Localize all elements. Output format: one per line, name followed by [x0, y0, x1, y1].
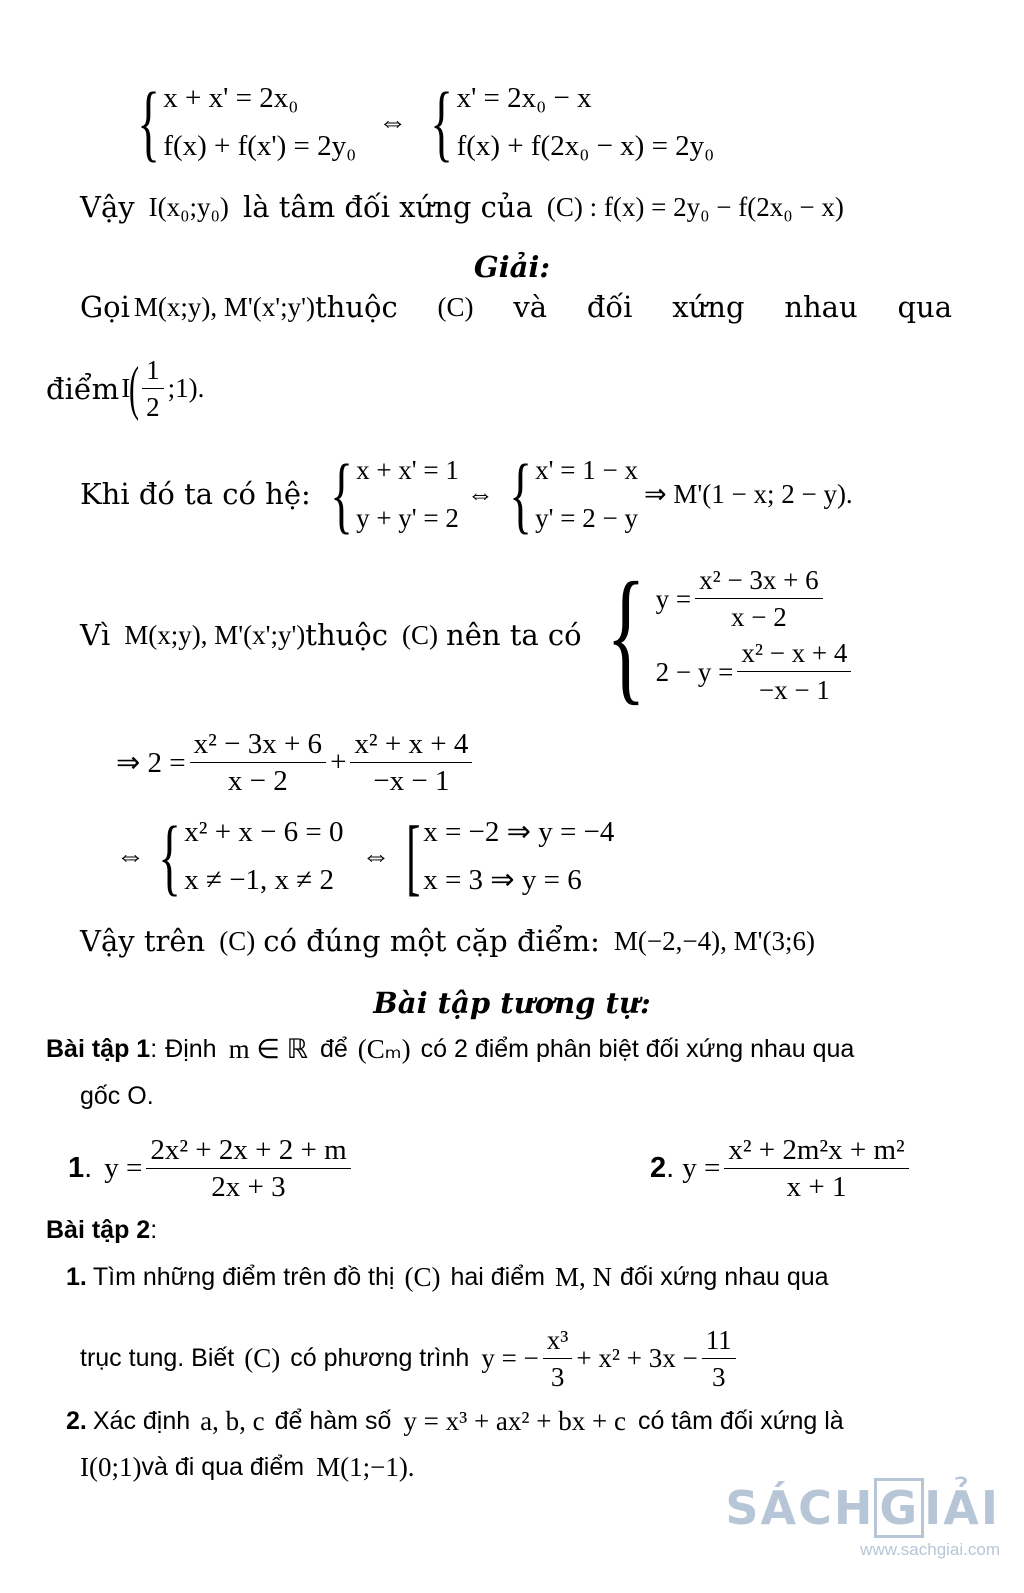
bt2-p1-l2-c: (C): [244, 1343, 281, 1373]
bt2-p2-eq: y = x³ + ax² + bx + c: [403, 1406, 626, 1436]
vi-r2-lhs: 2 − y =: [655, 656, 734, 687]
sum-lhs: ⇒ 2 =: [116, 747, 186, 779]
system-1: { x + x' = 2x₀ f(x) + f(x') = 2y₀ ⇔ { x' = 2x₀ − x f(x) + f(2x₀ − x) = 2y₀: [137, 74, 715, 170]
concl1-point: I(x₀;y₀): [148, 191, 229, 222]
vi-r1-num: x² − 3x + 6: [695, 562, 823, 599]
vi-c: (C): [402, 619, 439, 650]
concl1-mid: là tâm đối xứng của: [242, 190, 533, 224]
equiv-symbol: ⇔: [378, 105, 408, 138]
sys2-equiv: ⇔: [116, 839, 145, 872]
bt2-p1-text3: đối xứng nhau qua: [619, 1263, 829, 1291]
vi-w1: thuộc: [305, 618, 389, 652]
bt1-item2-den-expr: x + 1: [786, 1171, 847, 1203]
bt1-item2-num: 2: [650, 1152, 667, 1184]
bt2-p1-l2-text2: có phương trình: [290, 1344, 470, 1372]
logo-url: www.sachgiai.com: [860, 1540, 1000, 1559]
bt1-item1-num: 1: [68, 1152, 85, 1184]
exercise-1-label: Bài tập 1: [46, 1035, 151, 1063]
solution-heading: Giải:: [473, 250, 551, 284]
goi-w6: qua: [897, 290, 952, 324]
sys1-left-row1: x + x' = 2x₀: [163, 82, 299, 114]
vi-line: Vì M(x;y), M'(x';y') thuộc (C) nên ta có { y = $\frac{\text{x² − 3x + 6}}{x - 2}$ 2 − y = $\frac{\text{x² − x + 4}}{-x - 1}$: [80, 560, 855, 710]
concl1-prefix: Vậy: [80, 190, 135, 224]
bt2-part2-line1: [66, 1406, 844, 1437]
sys2-equiv2: ⇔: [361, 839, 391, 872]
vi-w2: nên ta có: [446, 618, 582, 652]
sys1-right-row1: x' = 2x₀ − x: [456, 82, 592, 114]
bt2-p2-num: 2.: [66, 1407, 87, 1435]
bt2-p1-c: (C): [404, 1262, 441, 1292]
exercise-2-line: Bài tập 2 :: [46, 1216, 158, 1244]
point-I-label: I: [121, 373, 131, 403]
vi-prefix: Vì: [80, 618, 111, 652]
sys2-l2: x ≠ −1, x ≠ 2: [184, 864, 334, 896]
bt1-item1-num-expr: 2x² + 2x + 2 + m: [146, 1132, 350, 1169]
goi-prefix: Gọi: [80, 290, 130, 324]
bt2-p1-eq-n: x³: [543, 1322, 573, 1359]
bt1-math2: (Cₘ): [357, 1034, 411, 1064]
vi-r1-den: x − 2: [731, 602, 787, 632]
sum-equation: [116, 726, 476, 799]
bt1-item-1: 1 . y = $\frac{\text{2x² + 2x + 2 + m}}{2x + 3}$: [68, 1132, 355, 1205]
bt2-p2-text3: có tâm đối xứng là: [637, 1407, 844, 1435]
bt1-item2-lhs: y =: [682, 1152, 721, 1184]
bt2-part1-line1: 1 . Tìm những điểm trên đồ thị (C) hai điểm M, N đối xứng nhau qua: [66, 1262, 829, 1292]
bt2-p2-l2-text: và đi qua điểm: [141, 1453, 305, 1481]
bt2-p1-mn: M, N: [554, 1262, 612, 1292]
conclusion-1: [80, 190, 844, 224]
concl2-points: M(−2,−4), M'(3;6): [613, 925, 815, 956]
vi-r2-num: x² − x + 4: [737, 635, 851, 672]
bt2-p2-abc: a, b, c: [200, 1406, 265, 1436]
sum-plus: +: [330, 746, 347, 778]
concl2-c: (C): [219, 925, 256, 956]
bt2-p1-num: 1: [66, 1263, 80, 1291]
vi-r1-lhs: y =: [655, 583, 692, 614]
fraction-one-half: $\frac{1}{2}$: [142, 352, 164, 425]
concl1-equation: (C) : f(x) = 2y₀ − f(2x₀ − x): [546, 191, 844, 222]
bt1-item2-num-expr: x² + 2m²x + m²: [724, 1132, 908, 1169]
goi-line-2: điểm I ( $\frac{1}{2}$ ;1).: [46, 352, 204, 425]
bt1-line2: gốc O.: [80, 1082, 154, 1110]
point-I-close: ;1).: [167, 373, 205, 403]
khi-line: Khi đó ta có hệ: { x + x' = 1 y + y' = 2 ⇔ { x' = 1 − x y' = 2 − y ⇒ M'(1 − x; 2 − y).: [80, 446, 853, 542]
bt2-p2-text1: Xác định: [92, 1407, 191, 1435]
bt2-p2-l2-M: M(1;−1).: [316, 1452, 415, 1482]
khi-equiv: ⇔: [466, 478, 494, 509]
sys1-left-row2: f(x) + f(x') = 2y₀: [163, 130, 357, 162]
bt1-math1: m ∈ ℝ: [228, 1034, 308, 1064]
system-2: ⇔ { x² + x − 6 = 0 x ≠ −1, x ≠ 2 ⇔ [ x = −2 ⇒ y = −4 x = 3 ⇒ y = 6: [116, 808, 615, 904]
goi-w4: xứng: [672, 290, 745, 324]
goi-w3: đối: [586, 290, 633, 324]
sum-n2: x² + x + 4: [350, 726, 472, 763]
khi-r1: x' = 1 − x: [535, 455, 638, 485]
bt1-text1: Định: [165, 1035, 217, 1063]
goi-w1: thuộc: [314, 290, 398, 324]
bt2-p1-eq-n2: 11: [702, 1322, 736, 1359]
bt1-item1-lhs: y =: [104, 1152, 143, 1184]
bt2-p1-eq-d2: 3: [711, 1362, 726, 1392]
exercise-1-line: Bài tập 1 : Định m ∈ ℝ để (Cₘ) có 2 điểm phân biệt đối xứng nhau qua: [46, 1034, 855, 1064]
bt2-part2-line2: [80, 1452, 415, 1483]
concl2-text: có đúng một cặp điểm:: [263, 924, 600, 958]
goi-w2: và: [513, 290, 548, 324]
bt2-part1-line2: [80, 1322, 740, 1395]
khi-r2: y' = 2 − y: [535, 503, 638, 533]
sys2-r2: x = 3 ⇒ y = 6: [423, 864, 582, 896]
vi-r2-den: −x − 1: [758, 675, 830, 705]
bt1-text2: để: [319, 1035, 348, 1063]
sys1-right-row2: f(x) + f(2x₀ − x) = 2y₀: [456, 130, 715, 162]
bt2-p2-l2-I: I(0;1): [80, 1452, 142, 1482]
goi-points: M(x;y), M'(x';y'): [133, 291, 315, 322]
bt2-p1-eq-d: 3: [550, 1362, 565, 1392]
similar-heading: Bài tập tương tự:: [373, 986, 651, 1020]
bt1-item1-den-expr: 2x + 3: [211, 1171, 286, 1203]
khi-implication: ⇒ M'(1 − x; 2 − y).: [644, 478, 853, 509]
concl2-prefix: Vậy trên: [80, 924, 206, 958]
goi-c: (C): [437, 291, 474, 322]
conclusion-2: [80, 924, 815, 958]
exercise-2-label: Bài tập 2: [46, 1216, 151, 1244]
sachgiai-logo: SÁCH G IẢI www.sachgiai.com: [725, 1478, 1000, 1560]
bt2-p1-eq-b: + x² + 3x −: [576, 1343, 698, 1373]
goi-w5: nhau: [784, 290, 858, 324]
bt2-p1-text2: hai điểm: [450, 1263, 545, 1291]
bt1-item-2: 2 . y = $\frac{\text{x² + 2m²x + m²}}{x + 1}$: [650, 1132, 913, 1205]
goi-line2-prefix: điểm: [46, 371, 120, 406]
khi-l2: y + y' = 2: [356, 503, 459, 533]
sum-d2: −x − 1: [373, 765, 450, 797]
sys2-r1: x = −2 ⇒ y = −4: [423, 816, 615, 848]
bt2-p1-text1: Tìm những điểm trên đồ thị: [92, 1263, 395, 1291]
sys2-l1: x² + x − 6 = 0: [184, 816, 344, 848]
khi-l1: x + x' = 1: [356, 455, 459, 485]
vi-points: M(x;y), M'(x';y'): [124, 619, 306, 650]
bt1-text3: có 2 điểm phân biệt đối xứng nhau qua: [420, 1035, 855, 1063]
bt2-p1-l2-text: trục tung. Biết: [80, 1344, 235, 1372]
sum-n1: x² − 3x + 6: [190, 726, 326, 763]
goi-line: [80, 290, 952, 324]
bt2-p2-text2: để hàm số: [274, 1407, 392, 1435]
bt2-p1-eq-a: y = −: [481, 1343, 539, 1373]
khi-prefix: Khi đó ta có hệ:: [80, 477, 311, 511]
sum-d1: x − 2: [227, 765, 288, 797]
